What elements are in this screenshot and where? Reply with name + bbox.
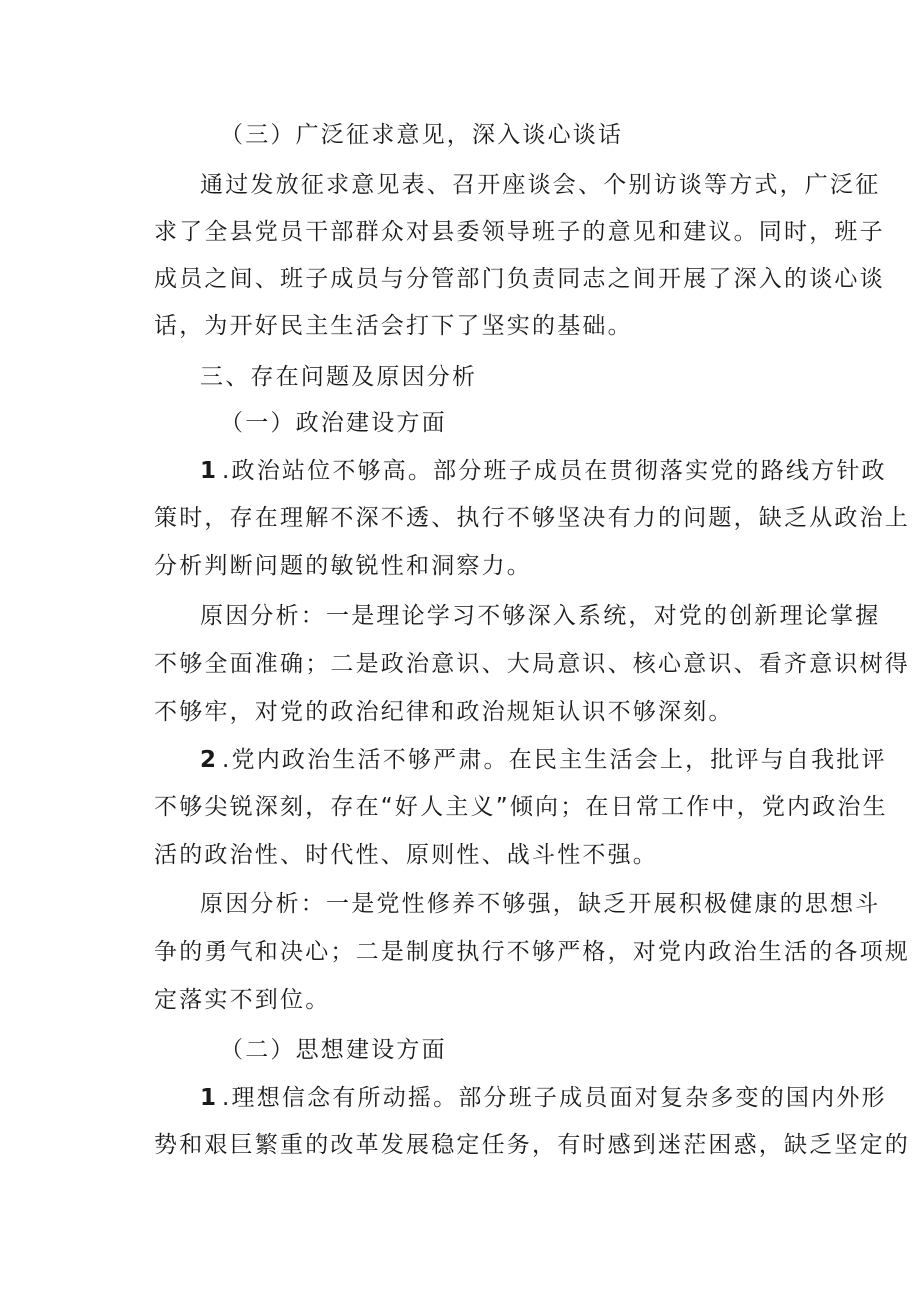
section-heading: （一）政治建设方面 xyxy=(220,410,447,436)
paragraph-line: 成员之间、班子成员与分管部门负责同志之间开展了深入的谈心谈 xyxy=(154,266,885,292)
paragraph-line: 通过发放征求意见表、召开座谈会、个别访谈等方式，广泛征 xyxy=(200,172,881,198)
section-heading: （三）广泛征求意见，深入谈心谈话 xyxy=(220,122,624,148)
item-text: .政治站位不够高。部分班子成员在贯彻落实党的路线方针政 xyxy=(222,458,887,484)
item-text: .党内政治生活不够严肃。在民主生活会上，批评与自我批评 xyxy=(222,747,887,773)
paragraph-line: 分析判断问题的敏锐性和洞察力。 xyxy=(154,553,532,579)
list-item-line xyxy=(200,456,887,486)
list-item-line xyxy=(200,1083,887,1113)
paragraph-line: 不够尖锐深刻，存在“好人主义”倾向；在日常工作中，党内政治生 xyxy=(154,794,888,820)
paragraph-line: 话，为开好民主生活会打下了坚实的基础。 xyxy=(154,313,633,339)
paragraph-line: 求了全县党员干部群众对县委领导班子的意见和建议。同时，班子 xyxy=(154,219,885,245)
paragraph-line: 争的勇气和决心；二是制度执行不够严格，对党内政治生活的各项规 xyxy=(154,939,910,965)
paragraph-line: 势和艰巨繁重的改革发展稳定任务，有时感到迷茫困惑，缺乏坚定的 xyxy=(154,1132,910,1158)
list-item-line xyxy=(200,745,887,775)
section-heading: （二）思想建设方面 xyxy=(220,1037,447,1063)
item-number: 2 xyxy=(200,747,217,773)
paragraph-line: 不够牢，对党的政治纪律和政治规矩认识不够深刻。 xyxy=(154,699,734,725)
item-number: 1 xyxy=(200,1085,217,1111)
paragraph-line: 原因分析：一是理论学习不够深入系统，对党的创新理论掌握 xyxy=(200,603,881,629)
item-text: .理想信念有所动摇。部分班子成员面对复杂多变的国内外形 xyxy=(222,1085,887,1111)
paragraph-line: 定落实不到位。 xyxy=(154,987,331,1013)
paragraph-line: 原因分析：一是党性修养不够强，缺乏开展积极健康的思想斗 xyxy=(200,891,881,917)
paragraph-line: 不够全面准确；二是政治意识、大局意识、核心意识、看齐意识树得 xyxy=(154,651,910,677)
item-number: 1 xyxy=(200,458,217,484)
paragraph-line: 活的政治性、时代性、原则性、战斗性不强。 xyxy=(154,842,658,868)
part-heading: 三、存在问题及原因分析 xyxy=(200,364,478,390)
paragraph-line: 策时，存在理解不深不透、执行不够坚决有力的问题，缺乏从政治上 xyxy=(154,505,910,531)
